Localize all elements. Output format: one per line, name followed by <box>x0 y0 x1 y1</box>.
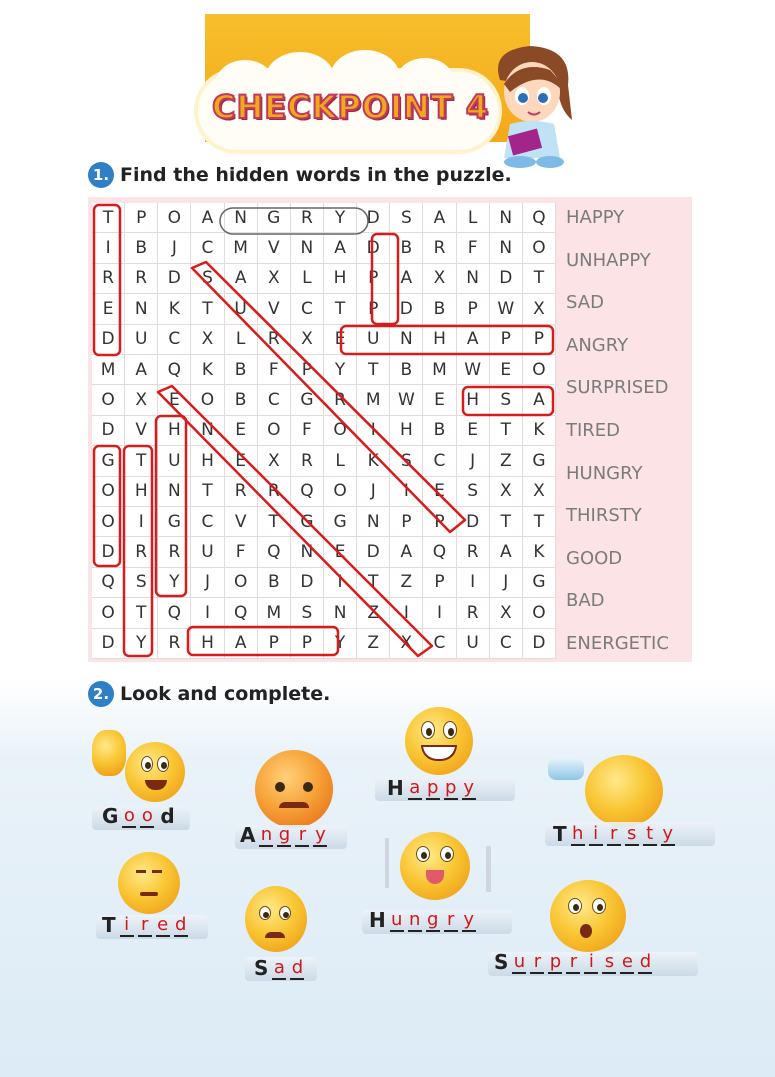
grid-cell: T <box>92 203 125 233</box>
grid-cell: B <box>225 355 258 385</box>
grid-cell: G <box>324 507 357 537</box>
grid-cell: O <box>158 203 191 233</box>
answer-letter: r <box>138 914 152 937</box>
grid-cell: R <box>158 629 191 659</box>
grid-cell: X <box>523 294 556 324</box>
grid-cell: Z <box>490 446 523 476</box>
answer-letter: d <box>639 951 652 972</box>
answer-letter: e <box>157 914 169 935</box>
grid-cell: L <box>457 203 490 233</box>
grid-cell: A <box>457 325 490 355</box>
grid-cell: B <box>423 416 456 446</box>
grid-cell: D <box>92 629 125 659</box>
answer-letter: r <box>607 823 621 846</box>
grid-cell: A <box>390 537 423 567</box>
grid-cell: T <box>523 264 556 294</box>
grid-cell: R <box>225 477 258 507</box>
answer-letter: e <box>621 951 633 972</box>
answer-good: G o o d <box>102 804 175 828</box>
grid-cell: D <box>390 294 423 324</box>
grid-cell: X <box>390 629 423 659</box>
grid-cell: T <box>490 416 523 446</box>
grid-cell: A <box>225 629 258 659</box>
answer-surprised: S u r p r i s e d <box>494 950 652 974</box>
answer-letter: p <box>427 777 439 798</box>
answer-thirsty: T h i r s t y <box>553 822 673 846</box>
answer-letter: a <box>273 957 285 978</box>
grid-cell: P <box>291 629 324 659</box>
grid-cell: N <box>324 598 357 628</box>
grid-cell: E <box>324 325 357 355</box>
answer-letter: n <box>409 909 421 930</box>
grid-cell: C <box>423 629 456 659</box>
grid-cell: Q <box>258 537 291 567</box>
section-2-instruction: Look and complete. <box>120 683 331 705</box>
answer-letter: s <box>602 951 616 974</box>
grid-cell: D <box>92 325 125 355</box>
answer-letter: u <box>391 909 403 930</box>
answer-letter: h <box>571 823 584 844</box>
grid-cell: P <box>457 294 490 324</box>
grid-cell: Q <box>291 477 324 507</box>
grid-cell: M <box>92 355 125 385</box>
grid-cell: J <box>158 233 191 263</box>
grid-cell: I <box>457 568 490 598</box>
sad-emoji-icon <box>245 886 307 952</box>
grid-cell: G <box>523 568 556 598</box>
grid-cell: I <box>125 507 158 537</box>
grid-cell: O <box>258 416 291 446</box>
grid-cell: P <box>523 325 556 355</box>
grid-cell: T <box>125 598 158 628</box>
page-title: CHECKPOINT 4 <box>212 88 489 126</box>
grid-cell: O <box>225 568 258 598</box>
grid-cell: T <box>523 507 556 537</box>
grid-cell: H <box>191 446 224 476</box>
grid-cell: S <box>125 568 158 598</box>
grid-cell: C <box>423 446 456 476</box>
grid-cell: A <box>523 385 556 415</box>
answer-angry: A n g r y <box>240 823 326 847</box>
grid-cell: N <box>357 507 390 537</box>
grid-cell: Q <box>225 598 258 628</box>
answer-tired: T i r e d <box>102 913 187 937</box>
grid-cell: I <box>357 416 390 446</box>
grid-cell: Z <box>357 629 390 659</box>
grid-cell: K <box>523 537 556 567</box>
answer-letter: r <box>566 951 580 974</box>
answer-letter: y <box>315 824 326 845</box>
word-list-item: GOOD <box>566 547 623 569</box>
grid-cell: Q <box>423 537 456 567</box>
grid-cell: N <box>291 537 324 567</box>
grid-cell: M <box>357 385 390 415</box>
grid-cell: O <box>191 385 224 415</box>
word-list-item: BAD <box>566 590 605 612</box>
grid-cell: I <box>390 598 423 628</box>
grid-cell: Y <box>125 629 158 659</box>
grid-cell: S <box>191 264 224 294</box>
grid-cell: Y <box>324 629 357 659</box>
answer-letter: a <box>409 777 421 798</box>
answer-happy: H a p p y <box>387 776 475 800</box>
grid-cell: B <box>390 355 423 385</box>
grid-cell: X <box>523 477 556 507</box>
answer-letter: d <box>174 914 187 935</box>
grid-cell: R <box>258 325 291 355</box>
grid-cell: N <box>291 233 324 263</box>
grid-cell: A <box>423 203 456 233</box>
grid-cell: F <box>258 355 291 385</box>
word-list-item: TIRED <box>566 419 621 441</box>
grid-cell: O <box>523 355 556 385</box>
grid-cell: H <box>158 416 191 446</box>
answer-sad: S a d <box>254 956 304 980</box>
grid-cell: F <box>291 416 324 446</box>
word-list-item: HAPPY <box>566 207 625 228</box>
grid-cell: D <box>92 537 125 567</box>
grid-cell: I <box>423 598 456 628</box>
word-list-item: HUNGRY <box>566 462 643 484</box>
answer-letter: i <box>589 823 603 846</box>
grid-cell: C <box>191 233 224 263</box>
grid-cell: P <box>258 629 291 659</box>
answer-hungry: H u n g r y <box>369 908 475 932</box>
grid-cell: M <box>423 355 456 385</box>
surprised-emoji-icon <box>550 880 626 952</box>
knife-icon <box>486 846 491 892</box>
grid-cell: U <box>225 294 258 324</box>
grid-cell: P <box>423 568 456 598</box>
grid-cell: R <box>457 537 490 567</box>
grid-cell: T <box>258 507 291 537</box>
grid-cell: Y <box>324 355 357 385</box>
grid-cell: U <box>191 537 224 567</box>
grid-cell: N <box>490 233 523 263</box>
grid-cell: A <box>191 203 224 233</box>
grid-cell: V <box>258 233 291 263</box>
answer-letter: r <box>295 824 309 847</box>
grid-cell: J <box>357 477 390 507</box>
grid-cell: F <box>457 233 490 263</box>
grid-cell: J <box>191 568 224 598</box>
answer-letter: n <box>260 824 273 845</box>
answer-letter: g <box>278 824 291 845</box>
word-list-item: THIRSTY <box>566 505 642 527</box>
grid-cell: H <box>324 264 357 294</box>
section-1-heading <box>88 162 512 188</box>
word-list-item: ENERGETIC <box>566 632 669 654</box>
grid-cell: P <box>390 507 423 537</box>
grid-cell: V <box>125 416 158 446</box>
grid-cell: E <box>92 294 125 324</box>
grid-cell: O <box>92 477 125 507</box>
grid-cell: D <box>291 568 324 598</box>
grid-cell: G <box>92 446 125 476</box>
hungry-emoji-icon <box>400 832 470 900</box>
grid-cell: W <box>390 385 423 415</box>
word-list-item: ANGRY <box>566 334 629 356</box>
grid-cell: Z <box>357 598 390 628</box>
grid-cell: H <box>390 416 423 446</box>
grid-cell: X <box>490 477 523 507</box>
grid-cell: E <box>423 477 456 507</box>
grid-cell: G <box>258 203 291 233</box>
grid-cell: E <box>457 416 490 446</box>
grid-cell: G <box>158 507 191 537</box>
section-number-badge: 1. <box>88 162 114 188</box>
answer-letter: t <box>643 823 657 846</box>
grid-cell: P <box>357 264 390 294</box>
grid-cell: N <box>457 264 490 294</box>
grid-cell: R <box>258 477 291 507</box>
grid-cell: X <box>258 264 291 294</box>
grid-cell: C <box>158 325 191 355</box>
grid-cell: H <box>423 325 456 355</box>
grid-cell: I <box>191 598 224 628</box>
good-emoji-icon <box>125 742 185 802</box>
word-list-item: SAD <box>566 292 604 314</box>
grid-cell: G <box>291 385 324 415</box>
grid-cell: T <box>357 568 390 598</box>
grid-cell: N <box>125 294 158 324</box>
grid-cell: X <box>423 264 456 294</box>
grid-cell: J <box>490 568 523 598</box>
answer-letter: g <box>427 909 439 930</box>
answer-letter: r <box>530 951 544 974</box>
grid-cell: B <box>423 294 456 324</box>
grid-cell: X <box>125 385 158 415</box>
girl-reading-illustration <box>480 40 580 170</box>
section-2-heading <box>88 681 330 707</box>
word-list-item: SURPRISED <box>566 377 669 399</box>
grid-cell: F <box>225 537 258 567</box>
grid-cell: E <box>423 385 456 415</box>
grid-cell: E <box>225 416 258 446</box>
grid-cell: S <box>390 446 423 476</box>
happy-emoji-icon <box>405 707 473 775</box>
grid-cell: M <box>225 233 258 263</box>
grid-cell: S <box>457 477 490 507</box>
grid-cell: Y <box>324 203 357 233</box>
section-number-badge: 2. <box>88 681 114 707</box>
grid-cell: O <box>92 598 125 628</box>
grid-cell: A <box>125 355 158 385</box>
grid-cell: R <box>92 264 125 294</box>
grid-cell: E <box>225 446 258 476</box>
grid-cell: Z <box>390 568 423 598</box>
grid-cell: A <box>490 537 523 567</box>
grid-cell: T <box>490 507 523 537</box>
answer-last-letter: d <box>160 804 175 828</box>
answer-letter: p <box>445 777 457 798</box>
grid-cell: D <box>158 264 191 294</box>
grid-cell: U <box>457 629 490 659</box>
grid-cell: R <box>324 385 357 415</box>
answer-letter: o <box>123 805 135 826</box>
grid-cell: I <box>324 568 357 598</box>
grid-cell: A <box>390 264 423 294</box>
grid-cell: R <box>423 233 456 263</box>
grid-cell: D <box>357 537 390 567</box>
grid-cell: S <box>490 385 523 415</box>
grid-cell: D <box>457 507 490 537</box>
grid-cell: D <box>490 264 523 294</box>
grid-cell: D <box>357 203 390 233</box>
grid-cell: M <box>258 598 291 628</box>
word-list <box>566 203 691 659</box>
grid-cell: X <box>490 598 523 628</box>
answer-letter: y <box>662 823 673 844</box>
grid-cell: O <box>324 416 357 446</box>
grid-cell: B <box>390 233 423 263</box>
word-search-grid <box>92 203 556 659</box>
grid-cell: H <box>191 629 224 659</box>
grid-cell: C <box>191 507 224 537</box>
grid-cell: Q <box>523 203 556 233</box>
grid-cell: W <box>490 294 523 324</box>
answer-letter: y <box>463 909 475 930</box>
grid-cell: V <box>258 294 291 324</box>
grid-cell: C <box>291 294 324 324</box>
answer-letter: d <box>291 957 304 978</box>
grid-cell: A <box>324 233 357 263</box>
answer-letter: u <box>513 951 526 972</box>
grid-cell: T <box>125 446 158 476</box>
grid-cell: K <box>357 446 390 476</box>
grid-cell: R <box>158 537 191 567</box>
grid-cell: N <box>191 416 224 446</box>
grid-cell: K <box>158 294 191 324</box>
grid-cell: H <box>457 385 490 415</box>
grid-cell: K <box>191 355 224 385</box>
grid-cell: N <box>158 477 191 507</box>
grid-cell: Q <box>158 598 191 628</box>
grid-cell: U <box>125 325 158 355</box>
thirsty-emoji-icon <box>585 755 663 827</box>
grid-cell: P <box>490 325 523 355</box>
grid-cell: U <box>158 446 191 476</box>
tired-emoji-icon <box>118 852 180 914</box>
grid-cell: E <box>490 355 523 385</box>
grid-cell: R <box>125 537 158 567</box>
grid-cell: K <box>523 416 556 446</box>
grid-cell: O <box>523 233 556 263</box>
grid-cell: R <box>457 598 490 628</box>
grid-cell: L <box>291 264 324 294</box>
grid-cell: D <box>523 629 556 659</box>
grid-cell: S <box>291 598 324 628</box>
grid-cell: P <box>357 294 390 324</box>
grid-cell: D <box>357 233 390 263</box>
grid-cell: E <box>324 537 357 567</box>
answer-letter: o <box>141 805 153 826</box>
thumbs-up-icon <box>92 730 126 776</box>
answer-letter: y <box>463 777 475 798</box>
grid-cell: O <box>523 598 556 628</box>
grid-cell: B <box>225 385 258 415</box>
answer-letter: s <box>625 823 639 846</box>
grid-cell: L <box>324 446 357 476</box>
grid-cell: N <box>390 325 423 355</box>
grid-cell: D <box>92 416 125 446</box>
grid-cell: S <box>390 203 423 233</box>
grid-cell: X <box>191 325 224 355</box>
grid-cell: N <box>490 203 523 233</box>
fork-icon <box>385 838 389 888</box>
answer-letter: i <box>584 951 598 974</box>
grid-cell: G <box>523 446 556 476</box>
grid-cell: P <box>125 203 158 233</box>
grid-cell: J <box>457 446 490 476</box>
grid-cell: T <box>357 355 390 385</box>
grid-cell: Q <box>158 355 191 385</box>
section-1-instruction: Find the hidden words in the puzzle. <box>120 164 512 186</box>
grid-cell: C <box>258 385 291 415</box>
grid-cell: O <box>92 507 125 537</box>
grid-cell: R <box>291 446 324 476</box>
answer-letter: p <box>549 951 562 972</box>
grid-cell: T <box>191 294 224 324</box>
grid-cell: Q <box>92 568 125 598</box>
grid-cell: P <box>423 507 456 537</box>
grid-cell: P <box>291 355 324 385</box>
grid-cell: E <box>158 385 191 415</box>
grid-cell: C <box>490 629 523 659</box>
grid-cell: V <box>225 507 258 537</box>
grid-cell: B <box>258 568 291 598</box>
water-bottle-icon <box>548 758 584 780</box>
grid-cell: N <box>225 203 258 233</box>
grid-cell: B <box>125 233 158 263</box>
grid-cell: R <box>291 203 324 233</box>
word-list-item: UNHAPPY <box>566 249 651 271</box>
grid-cell: L <box>225 325 258 355</box>
grid-cell: R <box>125 264 158 294</box>
grid-cell: T <box>324 294 357 324</box>
grid-cell: Y <box>158 568 191 598</box>
grid-cell: O <box>92 385 125 415</box>
grid-cell: A <box>225 264 258 294</box>
grid-cell: X <box>258 446 291 476</box>
angry-emoji-icon <box>255 750 333 828</box>
grid-cell: G <box>291 507 324 537</box>
grid-cell: X <box>291 325 324 355</box>
grid-cell: T <box>191 477 224 507</box>
answer-letter: i <box>120 914 134 937</box>
grid-cell: I <box>92 233 125 263</box>
grid-cell: I <box>390 477 423 507</box>
grid-cell: U <box>357 325 390 355</box>
answer-letter: r <box>444 909 458 932</box>
grid-cell: W <box>457 355 490 385</box>
grid-cell: H <box>125 477 158 507</box>
grid-cell: O <box>324 477 357 507</box>
